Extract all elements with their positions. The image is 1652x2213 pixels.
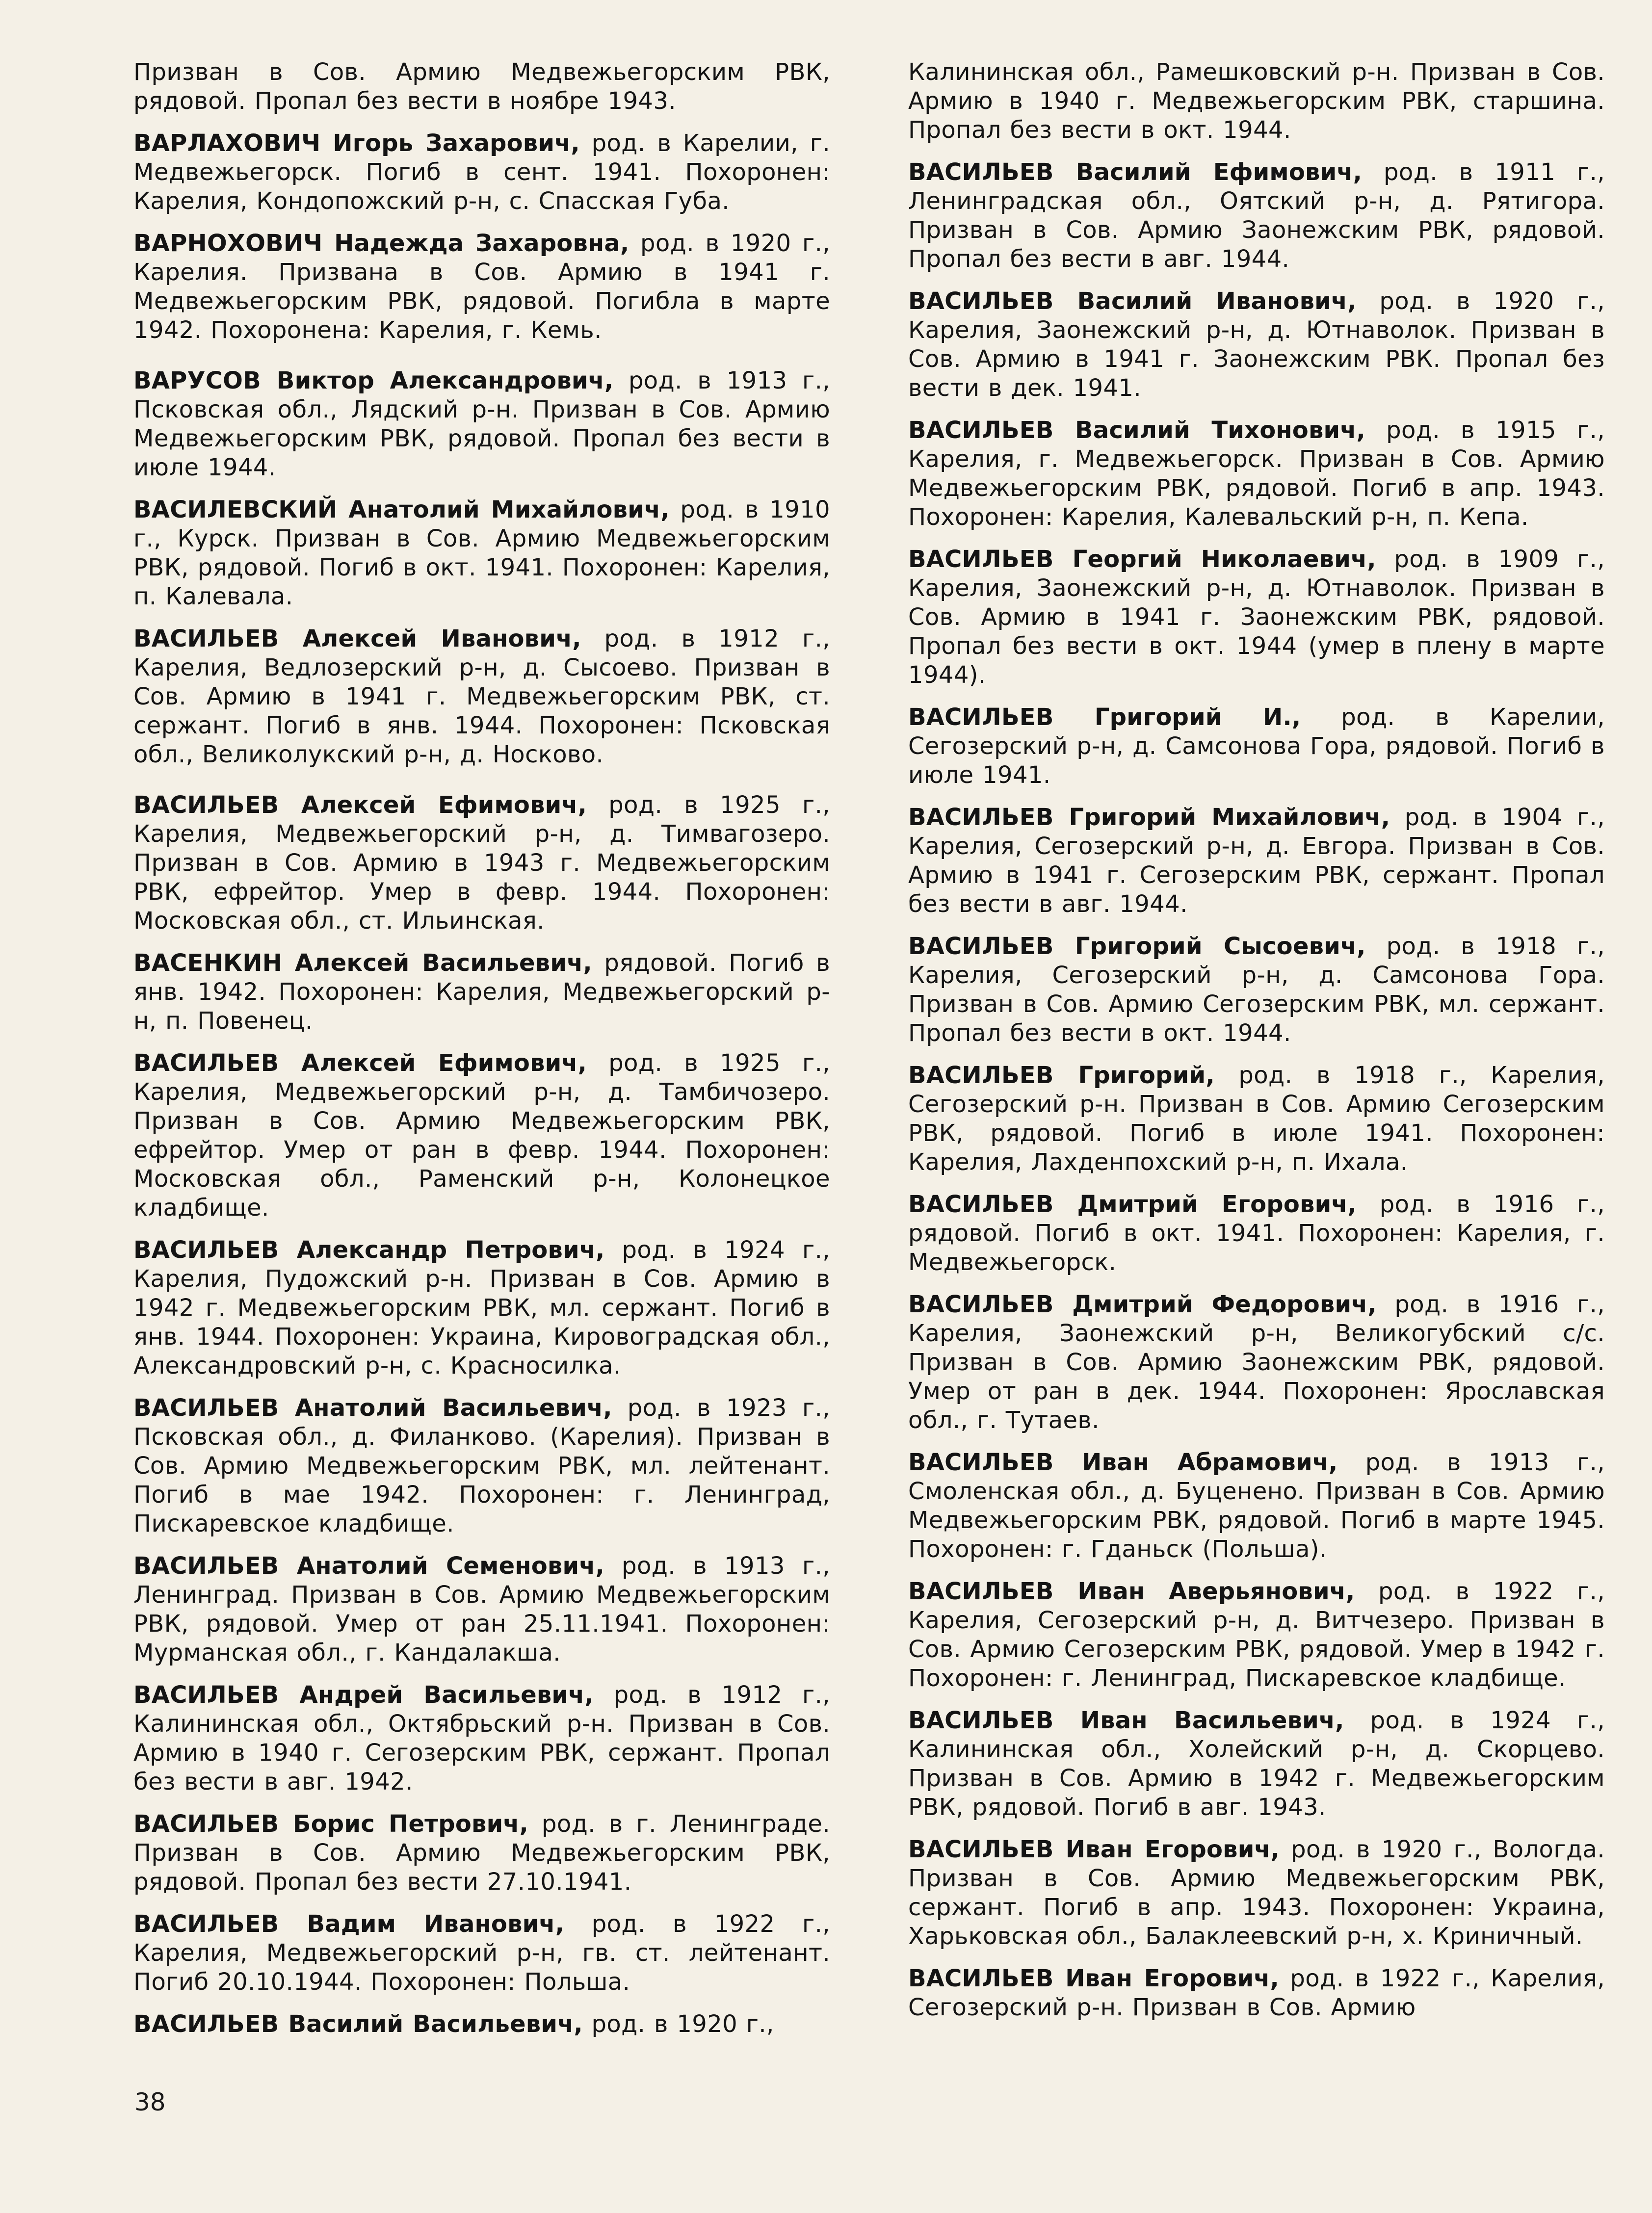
page-number: 38 — [134, 2088, 166, 2116]
entry-name: ВАРЛАХОВИЧ Игорь Захарович, — [133, 130, 580, 157]
list-item — [133, 625, 830, 769]
entry-name: ВАСИЛЬЕВ Василий Васильевич, — [133, 2010, 583, 2038]
entry-name: ВАСИЛЬЕВ Иван Аверьянович, — [908, 1578, 1355, 1605]
list-item — [908, 158, 1605, 274]
list-item — [908, 545, 1605, 690]
entry-text: Призван в Сов. Армию Медвежьегорским РВК, рядовой. Пропал без вести в ноябре 1943. — [133, 58, 830, 115]
entry-name: ВАРУСОВ Виктор Александрович, — [133, 367, 614, 394]
list-item — [908, 803, 1605, 919]
list-item — [908, 1290, 1605, 1435]
entry-text: род. в 1922 г., Карелия, Сегозерский р-н. Призван в Сов. Армию — [908, 1965, 1605, 2021]
entry-text: род. в 1912 г., Калининская обл., Октябрьский р-н. Призван в Сов. Армию в 1940 г. Сегозерским РВК, сержант. Пропал без вести в авг. 1942. — [133, 1681, 830, 1796]
list-item — [908, 1706, 1605, 1822]
list-item — [133, 1236, 830, 1380]
entry-text: род. в 1916 г., рядовой. Погиб в окт. 1941. Похоронен: Карелия, г. Медвежьегорск. — [908, 1191, 1605, 1276]
entry-text: род. в 1924 г., Карелия, Пудожский р-н. Призван в Сов. Армию в 1942 г. Медвежьегорским РВК, мл. сержант. Погиб в янв. 1944. Похоронен: Украина, Кировоградская обл., Александровский р-н, с. Красносилка. — [133, 1236, 830, 1380]
list-item — [908, 932, 1605, 1048]
list-item — [133, 1810, 830, 1897]
list-item — [908, 1577, 1605, 1693]
entry-text: рядовой. Погиб в янв. 1942. Похоронен: Карелия, Медвежьегорский р-н, п. Повенец. — [133, 949, 830, 1035]
entry-name: ВАСИЛЬЕВ Григорий Михайлович, — [908, 804, 1390, 831]
entry-text: род. в 1920 г., — [582, 2010, 774, 2038]
entry-name: ВАСИЛЬЕВ Дмитрий Федорович, — [908, 1291, 1377, 1318]
entry-text: род. в 1920 г., Карелия, Заонежский р-н, д. Ютнаволок. Призван в Сов. Армию в 1941 г. Заонежским РВК. Пропал без вести в дек. 1941. — [908, 287, 1605, 402]
entry-text: род. в 1925 г., Карелия, Медвежьегорский р-н, д. Тамбичозеро. Призван в Сов. Армию Медвежьегорским РВК, ефрейтор. Умер от ран в февр. 1944. Похоронен: Московская обл., Раменский р-н, Колонецкое кладбище. — [133, 1049, 830, 1222]
entry-text: род. в г. Ленинграде. Призван в Сов. Армию Медвежьегорским РВК, рядовой. Пропал без вести 27.10.1941. — [133, 1810, 830, 1896]
list-item — [133, 1910, 830, 1997]
entry-name: ВАСИЛЬЕВ Василий Ефимович, — [908, 158, 1363, 186]
entry-name: ВАСИЛЕВСКИЙ Анатолий Михайлович, — [133, 496, 670, 523]
list-item — [133, 1681, 830, 1796]
list-item — [908, 1448, 1605, 1564]
entry-text: род. в 1913 г., Смоленская обл., д. Буцененo. Призван в Сов. Армию Медвежьегорским РВК, рядовой. Погиб в марте 1945. Похоронен: г. Гданьск (Польша). — [908, 1449, 1605, 1563]
list-item — [133, 1049, 830, 1223]
list-item — [133, 1394, 830, 1538]
entry-text: род. в 1920 г., Вологда. Призван в Сов. Армию Медвежьегорским РВК, сержант. Погиб в апр. 1943. Похоронен: Украина, Харьковская обл., Балаклеевский р-н, х. Криничный. — [908, 1836, 1605, 1950]
list-item — [133, 366, 830, 482]
entry-name: ВАСИЛЬЕВ Иван Егорович, — [908, 1965, 1279, 1992]
list-item — [133, 2010, 830, 2039]
entry-name: ВАСИЛЬЕВ Иван Абрамович, — [908, 1449, 1338, 1476]
entry-name: ВАСИЛЬЕВ Анатолий Васильевич, — [133, 1394, 612, 1422]
list-item — [908, 703, 1605, 790]
entry-text: род. в 1918 г., Карелия, Сегозерский р-н. Призван в Сов. Армию Сегозерским РВК, рядовой. Погиб в июле 1941. Похоронен: Карелия, Лахденпохский р-н, п. Ихала. — [908, 1062, 1605, 1176]
entry-text: род. в 1913 г., Ленинград. Призван в Сов. Армию Медвежьегорским РВК, рядовой. Умер от ран 25.11.1941. Похоронен: Мурманская обл., г. Кандалакша. — [133, 1552, 830, 1666]
entry-name: ВАСИЛЬЕВ Иван Егорович, — [908, 1836, 1280, 1863]
list-item — [133, 495, 830, 611]
entry-name: ВАРНОХОВИЧ Надежда Захаровна, — [133, 230, 629, 257]
entry-name: ВАСИЛЬЕВ Александр Петрович, — [133, 1236, 605, 1264]
list-item — [908, 1190, 1605, 1277]
entry-text: род. в 1922 г., Карелия, Сегозерский р-н, д. Витчезеро. Призван в Сов. Армию Сегозерским РВК, рядовой. Умер в 1942 г. Похоронен: г. Ленинград, Пискаревское кладбище. — [908, 1578, 1605, 1692]
entry-text: род. в 1915 г., Карелия, г. Медвежьегорск. Призван в Сов. Армию Медвежьегорским РВК, рядовой. Погиб в апр. 1943. Похоронен: Карелия, Калевальский р-н, п. Кепа. — [908, 417, 1605, 531]
list-item — [133, 791, 830, 936]
list-item — [908, 416, 1605, 532]
entry-text: род. в 1910 г., Курск. Призван в Сов. Армию Медвежьегорским РВК, рядовой. Погиб в окт. 1941. Похоронен: Карелия, п. Калевала. — [133, 496, 830, 610]
entry-text: род. в 1913 г., Псковская обл., Лядский р-н. Призван в Сов. Армию Медвежьегорским РВК, рядовой. Пропал без вести в июле 1944. — [133, 367, 830, 481]
entry-text: род. в 1925 г., Карелия, Медвежьегорский р-н, д. Тимвагозеро. Призван в Сов. Армию в 1943 г. Медвежьегорским РВК, ефрейтор. Умер в февр. 1944. Похоронен: Московская обл., ст. Ильинская. — [133, 791, 830, 935]
entry-text: род. в 1918 г., Карелия, Сегозерский р-н, д. Самсонова Гора. Призван в Сов. Армию Сегозерским РВК, мл. сержант. Пропал без вести в окт. 1944. — [908, 933, 1605, 1047]
entry-text: род. в 1909 г., Карелия, Заонежский р-н, д. Ютнаволок. Призван в Сов. Армию в 1941 г. Заонежским РВК, рядовой. Пропал без вести в окт. 1944 (умер в плену в марте 1944). — [908, 546, 1605, 689]
list-item — [133, 58, 830, 116]
entry-name: ВАСИЛЬЕВ Андрей Васильевич, — [133, 1681, 594, 1709]
entry-name: ВАСИЛЬЕВ Алексей Ефимович, — [133, 1049, 587, 1077]
entry-name: ВАСИЛЬЕВ Борис Петрович, — [133, 1810, 528, 1838]
entry-text: род. в Карелии, Сегозерский р-н, д. Самсонова Гора, рядовой. Погиб в июле 1941. — [908, 703, 1605, 789]
entry-text: род. в 1904 г., Карелия, Сегозерский р-н, д. Евгора. Призван в Сов. Армию в 1941 г. Сегозерским РВК, сержант. Пропал без вести в авг. 1944. — [908, 804, 1605, 918]
entry-name: ВАСИЛЬЕВ Анатолий Семенович, — [133, 1552, 604, 1580]
entry-name: ВАСИЛЬЕВ Георгий Николаевич, — [908, 546, 1376, 573]
list-item — [908, 1835, 1605, 1951]
entry-text: род. в 1924 г., Калининская обл., Холейский р-н, д. Скорцево. Призван в Сов. Армию в 1942 г. Медвежьегорским РВК, рядовой. Погиб в авг. 1943. — [908, 1707, 1605, 1821]
list-item — [133, 1552, 830, 1667]
entry-text: род. в Карелии, г. Медвежьегорск. Погиб в сент. 1941. Похоронен: Карелия, Кондопожский р-н, с. Спасская Губа. — [133, 130, 830, 215]
entry-name: ВАСИЛЬЕВ Григорий, — [908, 1062, 1215, 1089]
entry-text: род. в 1916 г., Карелия, Заонежский р-н, Великогубский с/с. Призван в Сов. Армию Заонежским РВК, рядовой. Умер от ран в дек. 1944. Похоронен: Ярославская обл., г. Тутаев. — [908, 1291, 1605, 1434]
list-item — [908, 58, 1605, 145]
entry-text: род. в 1922 г., Карелия, Медвежьегорский р-н, гв. ст. лейтенант. Погиб 20.10.1944. Похоронен: Польша. — [133, 1910, 830, 1996]
entry-text: род. в 1911 г., Ленинградская обл., Оятский р-н, д. Рятигора. Призван в Сов. Армию Заонежским РВК, рядовой. Пропал без вести в авг. 1944. — [908, 158, 1605, 273]
entry-name: ВАСИЛЬЕВ Алексей Иванович, — [133, 625, 581, 652]
entry-name: ВАСИЛЬЕВ Григорий И., — [908, 703, 1301, 731]
list-item — [908, 1964, 1605, 2022]
entry-name: ВАСИЛЬЕВ Василий Тихонович, — [908, 417, 1365, 444]
entry-name: ВАСЕНКИН Алексей Васильевич, — [133, 949, 592, 977]
list-item — [908, 287, 1605, 403]
entry-name: ВАСИЛЬЕВ Василий Иванович, — [908, 287, 1357, 315]
entry-text: род. в 1920 г., Карелия. Призвана в Сов. Армию в 1941 г. Медвежьегорским РВК, рядовой. Погибла в марте 1942. Похоронена: Карелия, г. Кемь. — [133, 230, 830, 344]
entry-name: ВАСИЛЬЕВ Иван Васильевич, — [908, 1707, 1344, 1734]
list-item — [133, 949, 830, 1036]
right-column — [908, 58, 1605, 2035]
entry-name: ВАСИЛЬЕВ Григорий Сысоевич, — [908, 933, 1366, 960]
list-item — [133, 229, 830, 345]
entry-name: ВАСИЛЬЕВ Вадим Иванович, — [133, 1910, 565, 1938]
entry-text: Калининская обл., Рамешковский р-н. Призван в Сов. Армию в 1940 г. Медвежьегорским РВК, старшина. Пропал без вести в окт. 1944. — [908, 58, 1605, 144]
entry-text: род. в 1912 г., Карелия, Ведлозерский р-н, д. Сысоево. Призван в Сов. Армию в 1941 г. Медвежьегорским РВК, ст. сержант. Погиб в янв. 1944. Похоронен: Псковская обл., Великолукский р-н, д. Носково. — [133, 625, 830, 768]
entry-text: род. в 1923 г., Псковская обл., д. Филанково. (Карелия). Призван в Сов. Армию Медвежьегорским РВК, мл. лейтенант. Погиб в мае 1942. Похоронен: г. Ленинград, Пискаревское кладбище. — [133, 1394, 830, 1537]
list-item — [133, 129, 830, 216]
list-item — [908, 1061, 1605, 1177]
entry-name: ВАСИЛЬЕВ Дмитрий Егорович, — [908, 1191, 1357, 1218]
left-column — [133, 58, 830, 2052]
entry-name: ВАСИЛЬЕВ Алексей Ефимович, — [133, 791, 587, 819]
